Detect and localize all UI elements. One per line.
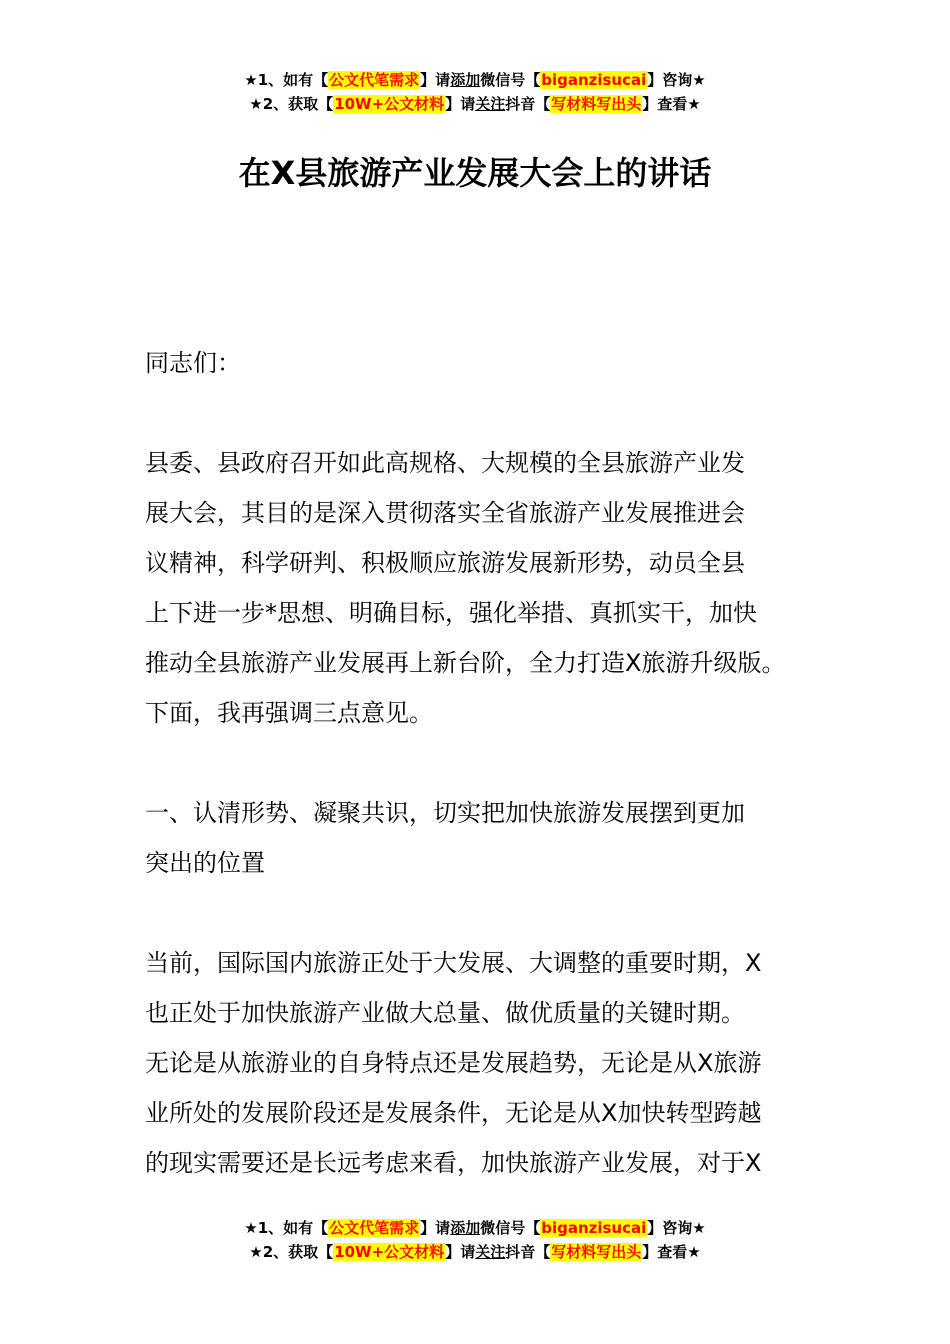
promo-text: ★2、获取【 — [249, 95, 334, 113]
text-line: 同志们： — [145, 349, 241, 377]
text-line: 下面，我再强调三点意见。 — [145, 699, 433, 727]
promo-text: 】查看★ — [642, 1243, 701, 1261]
promo-highlight: 公文代笔需求 — [329, 71, 420, 89]
promo-header — [0, 68, 950, 116]
promo-underlined: 关注 — [475, 1243, 506, 1261]
promo-text: 微信号【 — [480, 1219, 541, 1237]
promo-text: ★1、如有【 — [244, 71, 329, 89]
promo-text: 抖音【 — [505, 95, 551, 113]
text-line: 上下进一步*思想、明确目标，强化举措、真抓实干，加快 — [145, 599, 757, 627]
promo-line-2 — [0, 92, 950, 116]
document-title: 在X县旅游产业发展大会上的讲话 — [238, 154, 712, 192]
text-line: 推动全县旅游产业发展再上新台阶，全力打造X旅游升级版。 — [145, 649, 786, 677]
promo-text: 】请 — [445, 95, 476, 113]
promo-text: 微信号【 — [480, 71, 541, 89]
document-body — [145, 338, 809, 1238]
promo-douyin-id: 写材料写出头 — [551, 1243, 642, 1261]
text-line: 当前，国际国内旅游正处于大发展、大调整的重要时期，X — [145, 949, 762, 977]
text-line: 展大会，其目的是深入贯彻落实全省旅游产业发展推进会 — [145, 499, 745, 527]
promo-text: 】查看★ — [642, 95, 701, 113]
promo-text: ★1、如有【 — [244, 1219, 329, 1237]
promo-highlight: 10W+公文材料 — [334, 1243, 445, 1261]
promo-text: 】请 — [420, 1219, 451, 1237]
promo-text: ★2、获取【 — [249, 1243, 334, 1261]
salutation — [145, 338, 809, 388]
promo-text: 】咨询★ — [647, 1219, 706, 1237]
promo-underlined: 添加 — [450, 1219, 481, 1237]
section-heading-1 — [145, 788, 809, 888]
promo-text: 】请 — [420, 71, 451, 89]
paragraph-intro — [145, 438, 809, 738]
promo-footer — [0, 1216, 950, 1264]
promo-line-1 — [0, 1216, 950, 1240]
promo-line-2 — [0, 1240, 950, 1264]
text-line: 也正处于加快旅游产业做大总量、做优质量的关键时期。 — [145, 999, 745, 1027]
promo-wechat-id: biganzisucai — [541, 71, 647, 89]
text-line: 的现实需要还是长远考虑来看，加快旅游产业发展，对于X — [145, 1149, 762, 1177]
promo-douyin-id: 写材料写出头 — [551, 95, 642, 113]
text-line: 业所处的发展阶段还是发展条件，无论是从X加快转型跨越 — [145, 1099, 762, 1127]
promo-underlined: 关注 — [475, 95, 506, 113]
text-line: 一、认清形势、凝聚共识，切实把加快旅游发展摆到更加 — [145, 799, 745, 827]
promo-highlight: 10W+公文材料 — [334, 95, 445, 113]
promo-text: 抖音【 — [505, 1243, 551, 1261]
promo-line-1 — [0, 68, 950, 92]
promo-text: 】请 — [445, 1243, 476, 1261]
text-line: 议精神，科学研判、积极顺应旅游发展新形势，动员全县 — [145, 549, 745, 577]
text-line: 无论是从旅游业的自身特点还是发展趋势，无论是从X旅游 — [145, 1049, 762, 1077]
text-line: 县委、县政府召开如此高规格、大规模的全县旅游产业发 — [145, 449, 745, 477]
promo-text: 】咨询★ — [647, 71, 706, 89]
promo-wechat-id: biganzisucai — [541, 1219, 647, 1237]
text-line: 突出的位置 — [145, 849, 265, 877]
promo-highlight: 公文代笔需求 — [329, 1219, 420, 1237]
promo-underlined: 添加 — [450, 71, 481, 89]
paragraph-situation — [145, 938, 809, 1188]
